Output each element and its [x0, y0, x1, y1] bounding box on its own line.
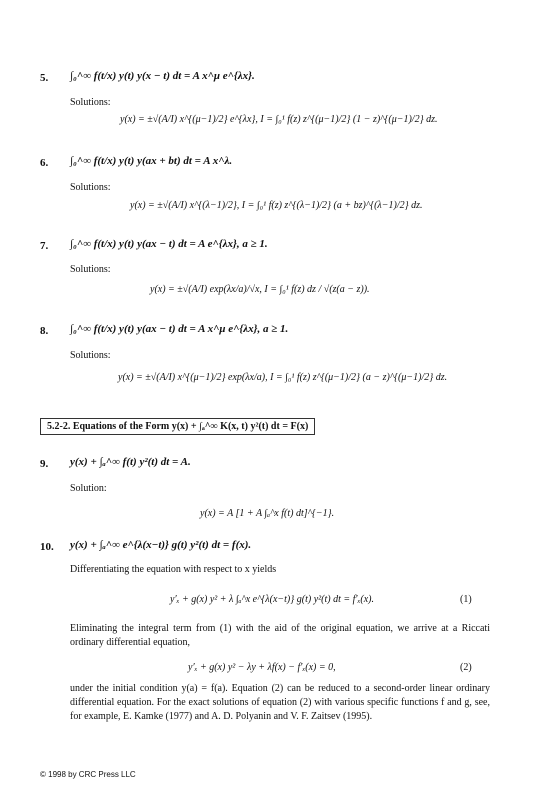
solutions-label: Solutions:: [70, 97, 111, 108]
solutions-label: Solutions:: [70, 182, 111, 193]
integral-equation: y(x) + ∫ₐ^∞ e^{λ(x−t)} g(t) y²(t) dt = f(x).: [70, 539, 252, 551]
solutions-label: Solutions:: [70, 350, 111, 361]
equation-tag: (1): [460, 594, 472, 605]
solution-formula: y(x) = ±√(A/I) x^{(μ−1)/2} exp(λx/a), I = ∫₀¹ f(z) z^{(μ−1)/2} (a − z)^{(μ−1)/2} dz.: [118, 372, 448, 383]
integral-equation: y(x) + ∫ₐ^∞ f(t) y²(t) dt = A.: [70, 456, 191, 468]
solution-formula: y(x) = A [1 + A ∫ₐ^x f(t) dt]^{−1}.: [200, 508, 335, 519]
item-number: 10.: [40, 541, 54, 553]
solutions-label: Solutions:: [70, 264, 111, 275]
integral-equation: ∫₀^∞ f(t/x) y(t) y(ax + bt) dt = A x^λ.: [70, 155, 233, 167]
paragraph: Eliminating the integral term from (1) with the aid of the original equation, we arrive at a Riccati ordinary differential equation,: [70, 623, 490, 648]
item-number: 5.: [40, 72, 49, 84]
copyright-footer: © 1998 by CRC Press LLC: [40, 770, 136, 779]
item-number: 9.: [40, 458, 49, 470]
item-number: 6.: [40, 157, 49, 169]
solution-formula: y(x) = ±√(A/I) exp(λx/a)/√x, I = ∫₀¹ f(z) dz / √(z(a − z)).: [150, 284, 370, 295]
item-number: 7.: [40, 240, 49, 252]
equation-2: y′ₓ + g(x) y² − λy + λf(x) − f′ₓ(x) = 0,: [188, 662, 336, 673]
equation-1: y′ₓ + g(x) y² + λ ∫ₐ^x e^{λ(x−t)} g(t) y²(t) dt = f′ₓ(x).: [170, 594, 375, 605]
solution-label: Solution:: [70, 483, 107, 494]
integral-equation: ∫₀^∞ f(t/x) y(t) y(x − t) dt = A x^μ e^{λx}.: [70, 70, 255, 82]
solution-formula: y(x) = ±√(A/I) x^{(μ−1)/2} e^{λx}, I = ∫₀¹ f(z) z^{(μ−1)/2} (1 − z)^{(μ−1)/2} dz.: [120, 114, 438, 125]
integral-equation: ∫₀^∞ f(t/x) y(t) y(ax − t) dt = A x^μ e^{λx}, a ≥ 1.: [70, 323, 289, 335]
paragraph: under the initial condition y(a) = f(a). Equation (2) can be reduced to a second-order linear ordinary differential equation. For the exact solutions of equation (2) with various specific functions f and g, see, for example, E. Kamke (1977) and A. D. Polyanin and V. F. Zaitsev (1995).: [70, 683, 490, 722]
solution-formula: y(x) = ±√(A/I) x^{(λ−1)/2}, I = ∫₀¹ f(z) z^{(λ−1)/2} (a + bz)^{(λ−1)/2} dz.: [130, 200, 423, 211]
section-heading: 5.2-2. Equations of the Form y(x) + ∫ₐ^∞ K(x, t) y²(t) dt = F(x): [40, 418, 315, 435]
item-number: 8.: [40, 325, 49, 337]
equation-tag: (2): [460, 662, 472, 673]
paragraph: Differentiating the equation with respect to x yields: [70, 564, 277, 575]
integral-equation: ∫₀^∞ f(t/x) y(t) y(ax − t) dt = A e^{λx}, a ≥ 1.: [70, 238, 268, 250]
